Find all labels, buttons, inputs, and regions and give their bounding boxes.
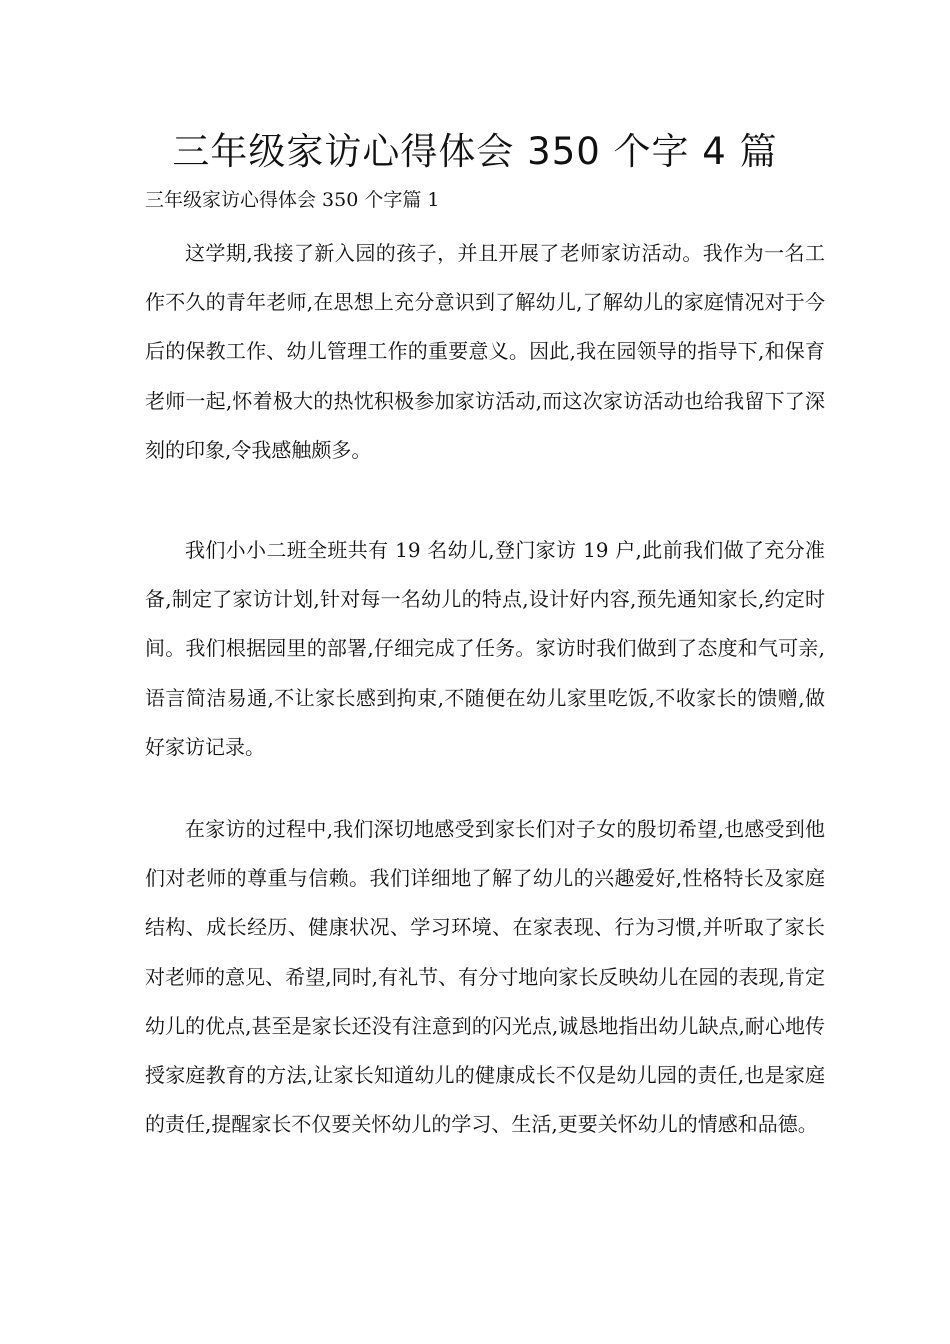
paragraph-2: 我们小小二班全班共有 19 名幼儿,登门家访 19 户,此前我们做了充分准备,制定了家访计划,针对每一名幼儿的特点,设计好内容,预先通知家长,约定时间。我们根据园里的部署,仔细完成了任务。家访时我们做到了态度和气可亲,语言简洁易通,不让家长感到拘束,不随便在幼儿家里吃饭,不收家长的馈赠,做好家访记录。 [145,538,825,759]
section-heading: 三年级家访心得体会 350 个字篇 1 [145,189,440,211]
document-title: 三年级家访心得体会 350 个字 4 篇 [172,130,778,173]
paragraph-3: 在家访的过程中,我们深切地感受到家长们对子女的殷切希望,也感受到他们对老师的尊重与信赖。我们详细地了解了幼儿的兴趣爱好,性格特长及家庭结构、成长经历、健康状况、学习环境、在家表现、行为习惯,并听取了家长对老师的意见、希望,同时,有礼节、有分寸地向家长反映幼儿在园的表现,肯定幼儿的优点,甚至是家长还没有注意到的闪光点,诚恳地指出幼儿缺点,耐心地传授家庭教育的方法,让家长知道幼儿的健康成长不仅是幼儿园的责任,也是家庭的责任,提醒家长不仅要关怀幼儿的学习、生活,更要关怀幼儿的情感和品德。 [145,817,825,1137]
paragraph-1: 这学期,我接了新入园的孩子，并且开展了老师家访活动。我作为一名工作不久的青年老师,在思想上充分意识到了解幼儿,了解幼儿的家庭情况对于今后的保教工作、幼儿管理工作的重要意义。因此,我在园领导的指导下,和保育老师一起,怀着极大的热忱积极参加家访活动,而这次家访活动也给我留下了深刻的印象,令我感触颇多。 [145,241,825,462]
